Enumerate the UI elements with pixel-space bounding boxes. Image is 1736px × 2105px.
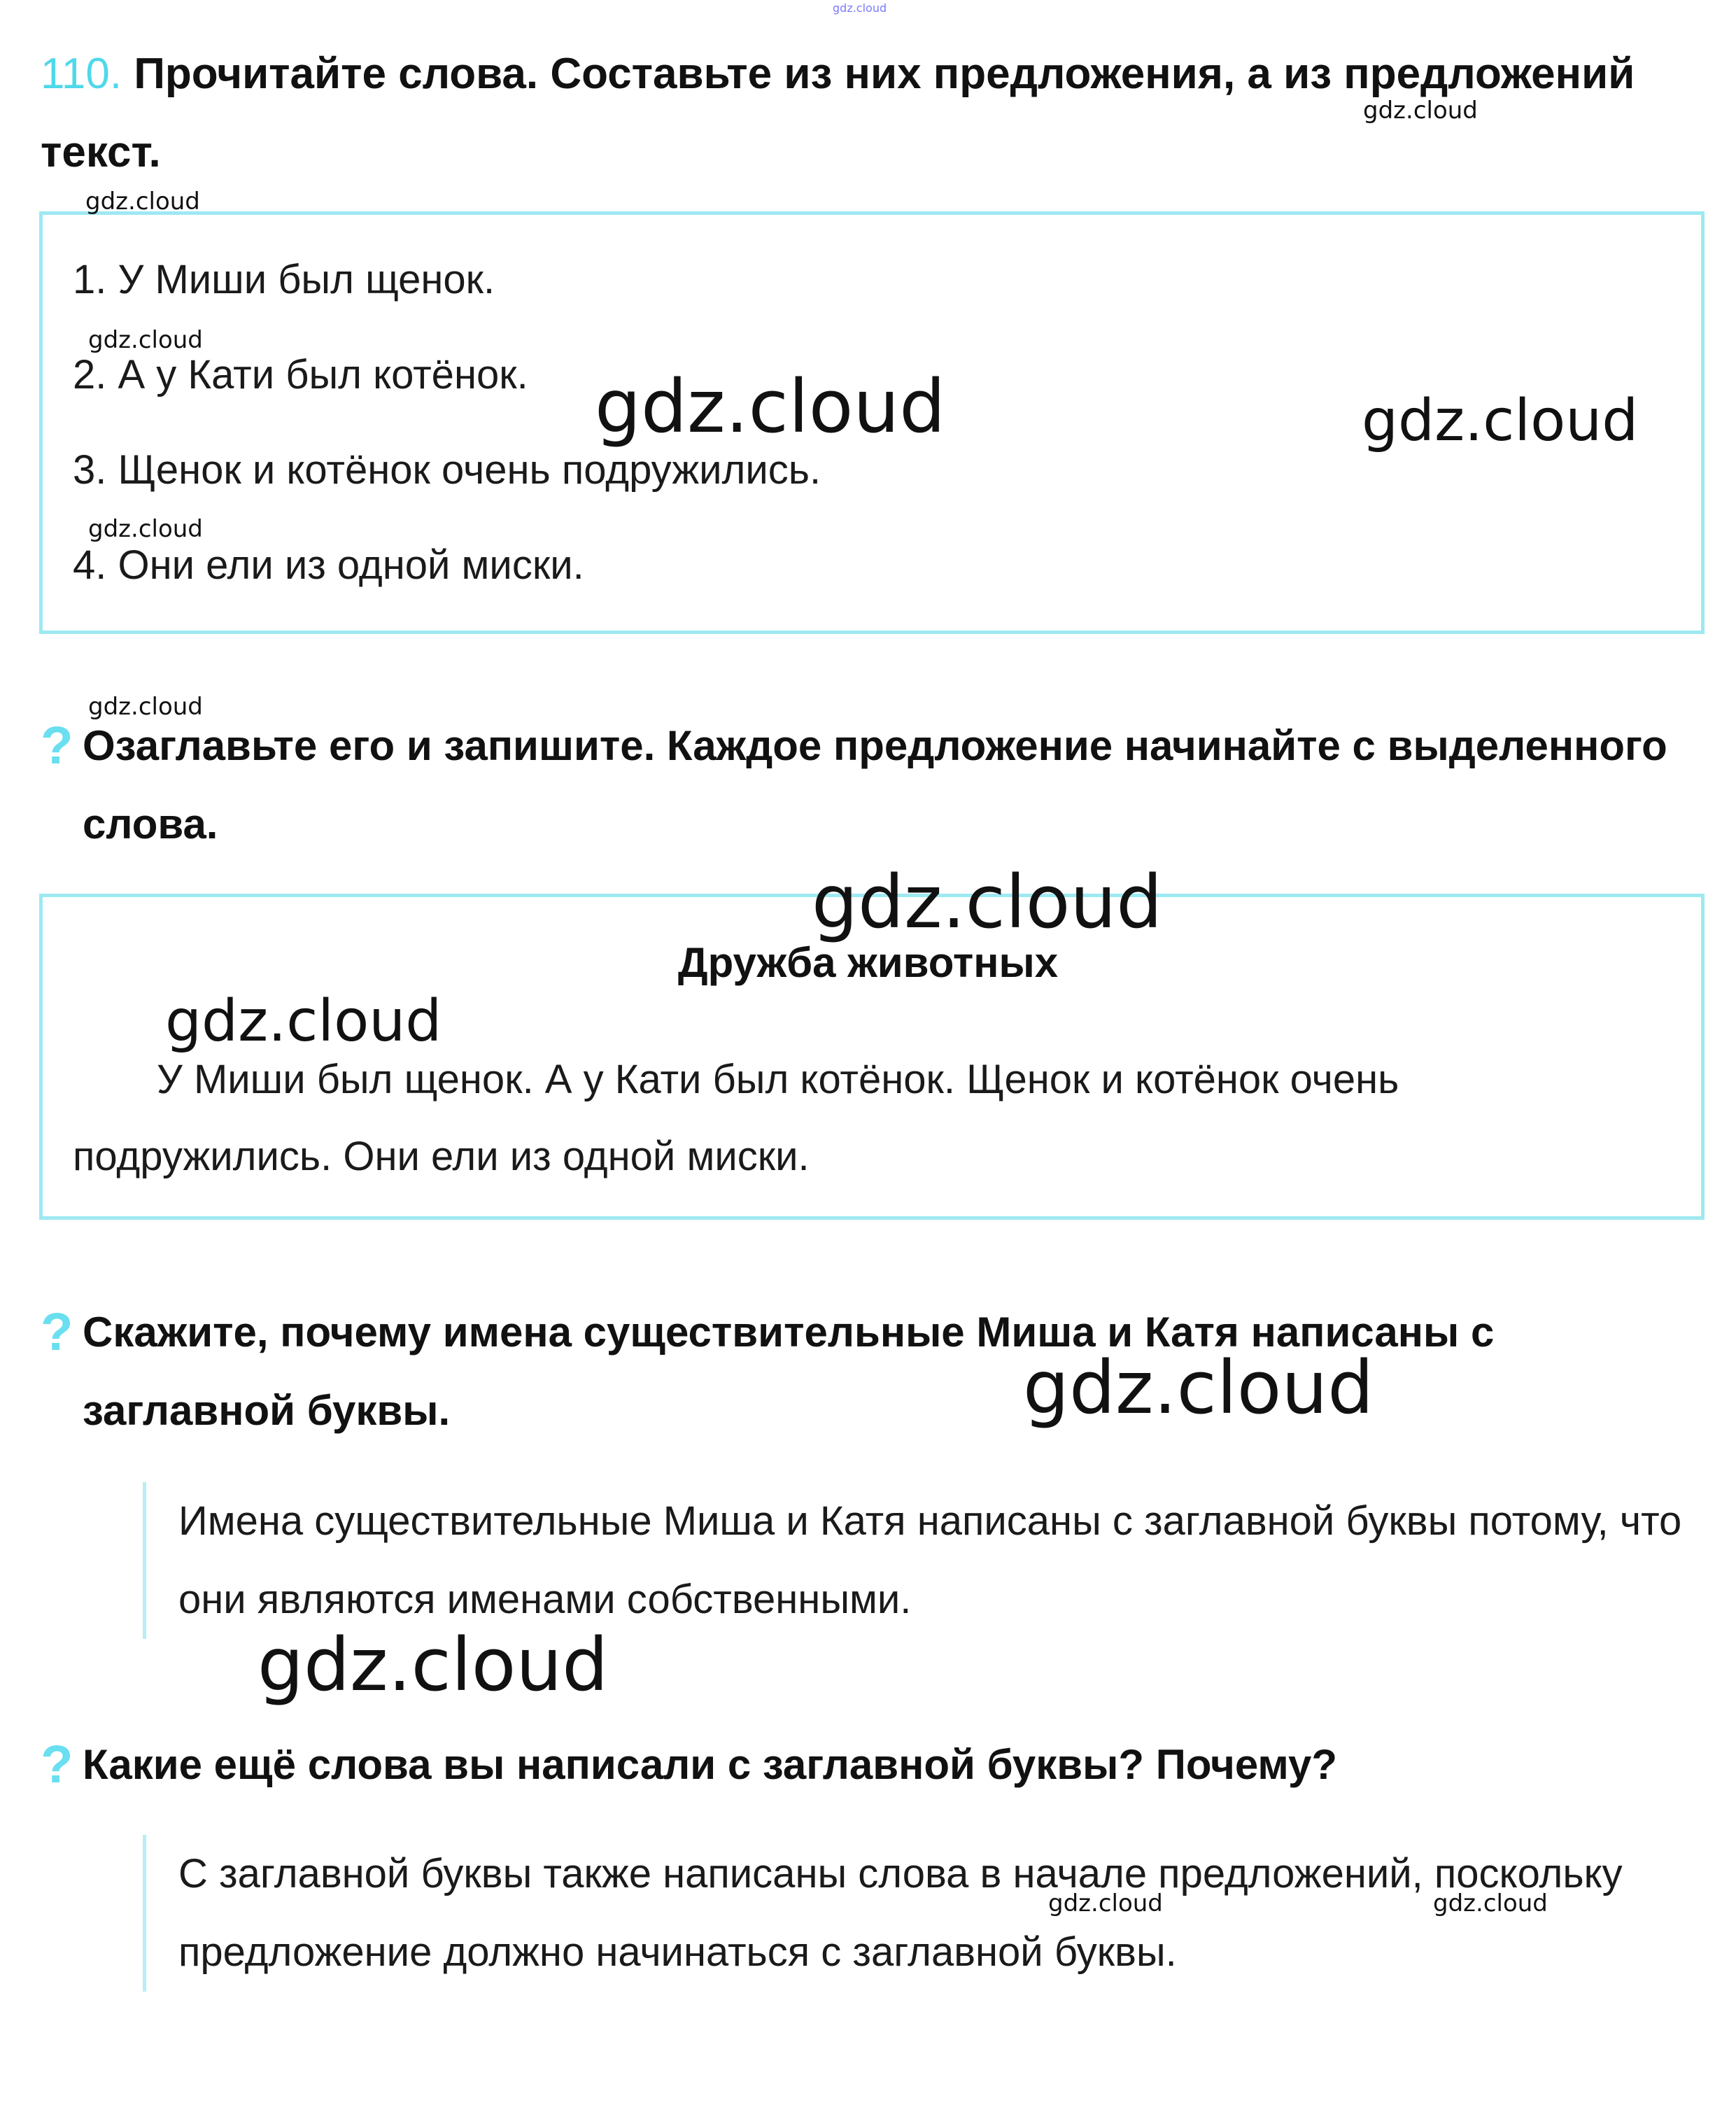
question-block [41,707,1706,864]
task-instruction-text: Прочитайте слова. Составьте из них предложения, а из предложений текст. [41,50,1635,176]
watermark: gdz.cloud [812,859,1163,945]
task-number: 110. [41,50,122,98]
question-mark-icon: ? [41,716,73,775]
answer-block: Имена существительные Миша и Катя написаны с заглавной буквы потому, что они являются именами собственными. [143,1482,1704,1639]
question-mark-icon: ? [41,1302,73,1362]
watermark: gdz.cloud [1363,97,1478,125]
watermark: gdz.cloud [88,515,203,543]
watermark: gdz.cloud [1023,1345,1374,1430]
watermark: gdz.cloud [257,1622,609,1708]
header-watermark: gdz.cloud [833,1,887,15]
question-block [41,1293,1706,1450]
watermark: gdz.cloud [165,988,442,1055]
story-body: У Миши был щенок. А у Кати был котёнок. Щенок и котёнок очень подружились. Они ели из одной миски. [73,1057,1399,1179]
watermark: gdz.cloud [1048,1889,1163,1917]
question-text: Скажите, почему имена существительные Миша и Катя написаны с заглавной буквы. [83,1309,1495,1434]
watermark: gdz.cloud [1362,388,1639,454]
question-mark-icon: ? [41,1735,73,1794]
question-text: Какие ещё слова вы написали с заглавной буквы? Почему? [83,1741,1338,1788]
sentence-item: 1. У Миши был щенок. [73,257,495,302]
watermark: gdz.cloud [595,364,946,449]
watermark: gdz.cloud [85,188,200,216]
answer-block: С заглавной буквы также написаны слова в начале предложений, поскольку предложение должно начинаться с заглавной буквы. [143,1835,1704,1992]
story-title: Дружба животных [677,939,1059,986]
sentence-item: 4. Они ели из одной миски. [73,542,584,588]
question-text: Озаглавьте его и запишите. Каждое предложение начинайте с выделенного слова. [83,722,1667,847]
watermark: gdz.cloud [1433,1889,1548,1917]
sentence-item: 3. Щенок и котёнок очень подружились. [73,447,821,493]
sentence-item: 2. А у Кати был котёнок. [73,352,528,397]
watermark: gdz.cloud [88,693,203,721]
watermark: gdz.cloud [88,326,203,354]
question-block [41,1726,1706,1804]
